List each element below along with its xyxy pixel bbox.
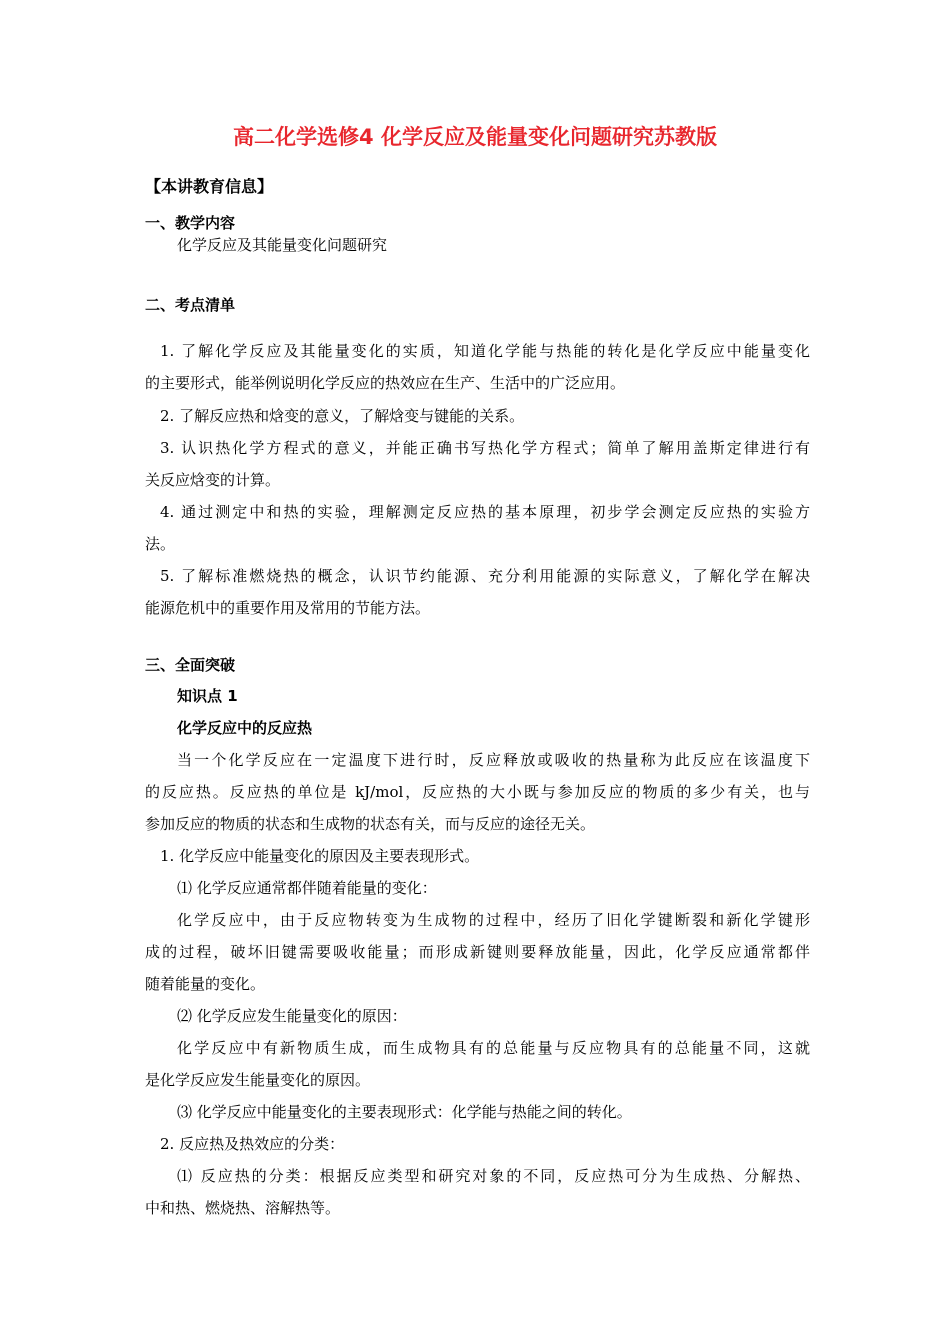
- intro-line-2: 的反应热。反应热的单位是 kJ/mol，反应热的大小既与参加反应的物质的多少有关，也与: [145, 783, 810, 801]
- intro-line-1: 当一个化学反应在一定温度下进行时，反应释放或吸收的热量称为此反应在该温度下: [177, 751, 810, 769]
- info-heading: 【本讲教育信息】: [145, 177, 274, 196]
- section3-heading: 三、全面突破: [145, 656, 236, 674]
- knowledge-title: 化学反应中的反应热: [177, 719, 313, 737]
- point-2: 2. 反应热及热效应的分类：: [160, 1135, 345, 1153]
- exam-point-2-line1: 2. 了解反应热和焓变的意义，了解焓变与键能的关系。: [160, 407, 525, 425]
- point2-sub1-line-2: 中和热、燃烧热、溶解热等。: [145, 1199, 341, 1217]
- point-1: 1. 化学反应中能量变化的原因及主要表现形式。: [160, 847, 480, 865]
- section1-heading: 一、教学内容: [145, 214, 236, 232]
- exam-point-3-line2: 关反应焓变的计算。: [145, 471, 281, 489]
- exam-point-1-line2: 的主要形式，能举例说明化学反应的热效应在生产、生活中的广泛应用。: [145, 374, 626, 392]
- sub2-body-line-2: 是化学反应发生能量变化的原因。: [145, 1071, 371, 1089]
- sub1-body-line-1: 化学反应中，由于反应物转变为生成物的过程中，经历了旧化学键断裂和新化学键形: [177, 911, 810, 929]
- sub1-body-line-2: 成的过程，破坏旧键需要吸收能量；而形成新键则要释放能量，因此，化学反应通常都伴: [145, 943, 810, 961]
- section1-content: 化学反应及其能量变化问题研究: [177, 236, 388, 254]
- exam-point-5-line2: 能源危机中的重要作用及常用的节能方法。: [145, 599, 431, 617]
- exam-point-5-line1: 5. 了解标准燃烧热的概念，认识节约能源、充分利用能源的实际意义，了解化学在解决: [160, 567, 810, 585]
- section2-heading: 二、考点清单: [145, 296, 236, 314]
- intro-line-3: 参加反应的物质的状态和生成物的状态有关，而与反应的途径无关。: [145, 815, 596, 833]
- sub2-body-line-1: 化学反应中有新物质生成，而生成物具有的总能量与反应物具有的总能量不同，这就: [177, 1039, 810, 1057]
- sub1-heading: ⑴ 化学反应通常都伴随着能量的变化：: [177, 879, 437, 897]
- exam-point-4-line2: 法。: [145, 535, 176, 553]
- document-title: 高二化学选修4 化学反应及能量变化问题研究苏教版: [233, 125, 717, 149]
- sub2-heading: ⑵ 化学反应发生能量变化的原因：: [177, 1007, 407, 1025]
- exam-point-3-line1: 3. 认识热化学方程式的意义，并能正确书写热化学方程式；简单了解用盖斯定律进行有: [160, 439, 810, 457]
- point2-sub1-line-1: ⑴ 反应热的分类：根据反应类型和研究对象的不同，反应热可分为生成热、分解热、: [177, 1167, 810, 1185]
- sub3-heading: ⑶ 化学反应中能量变化的主要表现形式：化学能与热能之间的转化。: [177, 1103, 632, 1121]
- exam-point-1-line1: 1. 了解化学反应及其能量变化的实质，知道化学能与热能的转化是化学反应中能量变化: [160, 342, 810, 360]
- knowledge-label: 知识点 1: [177, 687, 238, 705]
- exam-point-4-line1: 4. 通过测定中和热的实验，理解测定反应热的基本原理，初步学会测定反应热的实验方: [160, 503, 810, 521]
- sub1-body-line-3: 随着能量的变化。: [145, 975, 266, 993]
